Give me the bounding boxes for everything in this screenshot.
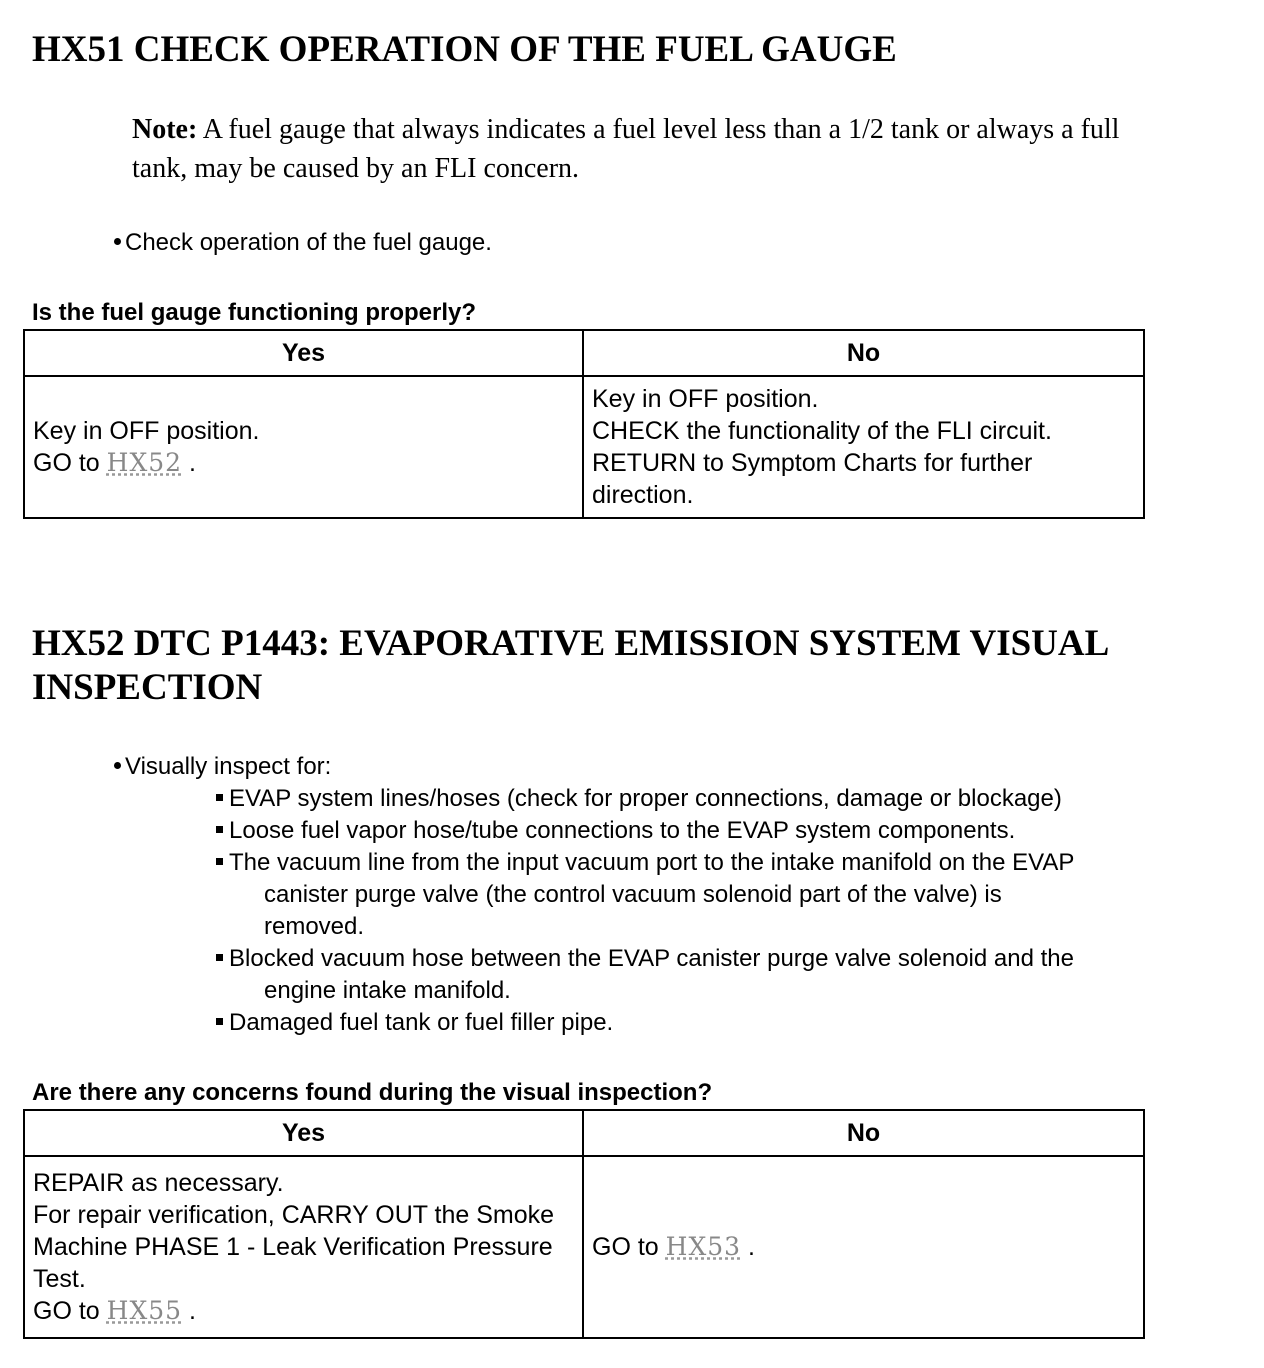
link-hx53[interactable]: HX53 bbox=[665, 1232, 742, 1261]
bullet-dot-icon bbox=[114, 238, 121, 245]
note-text: A fuel gauge that always indicates a fuel level less than a 1/2 tank or always a full tank, may be caused by an FLI concern. bbox=[132, 114, 1120, 184]
square-bullet-icon bbox=[216, 858, 223, 865]
yes-cell: Key in OFF position. GO to HX52 . bbox=[24, 376, 583, 518]
question-visual-inspection: Are there any concerns found during the visual inspection? bbox=[32, 1079, 713, 1106]
note bbox=[132, 110, 1172, 188]
yes-header: Yes bbox=[24, 330, 583, 376]
decision-table-hx52 bbox=[23, 1109, 1145, 1339]
no-header: No bbox=[583, 330, 1144, 376]
bullet-item: Check operation of the fuel gauge. bbox=[114, 227, 492, 259]
sub-bullet-item: Blocked vacuum hose between the EVAP canister purge valve solenoid and the engine intake manifold. bbox=[216, 943, 1226, 1007]
link-hx55[interactable]: HX55 bbox=[106, 1296, 183, 1325]
sub-bullet-item: Loose fuel vapor hose/tube connections to the EVAP system components. bbox=[216, 815, 1226, 847]
sub-bullet-item: EVAP system lines/hoses (check for proper connections, damage or blockage) bbox=[216, 783, 1226, 815]
square-bullet-icon bbox=[216, 1018, 223, 1025]
square-bullet-icon bbox=[216, 954, 223, 961]
no-cell: Key in OFF position. CHECK the functionality of the FLI circuit. RETURN to Symptom Charts for further direction. bbox=[583, 376, 1144, 518]
bullet-item: Visually inspect for: bbox=[114, 751, 331, 783]
note-label: Note: bbox=[132, 114, 198, 145]
yes-cell: REPAIR as necessary. For repair verification, CARRY OUT the Smoke Machine PHASE 1 - Leak Verification Pressure Test. GO to HX55 . bbox=[24, 1156, 583, 1338]
sub-bullet-item: Damaged fuel tank or fuel filler pipe. bbox=[216, 1007, 1226, 1039]
sub-bullet-item: The vacuum line from the input vacuum port to the intake manifold on the EVAP canister purge valve (the control vacuum solenoid part of the valve) is removed. bbox=[216, 847, 1226, 943]
square-bullet-icon bbox=[216, 794, 223, 801]
section-heading-hx51: HX51 CHECK OPERATION OF THE FUEL GAUGE bbox=[32, 29, 897, 70]
bullet-dot-icon bbox=[114, 762, 121, 769]
yes-header: Yes bbox=[24, 1110, 583, 1156]
decision-table-hx51 bbox=[23, 329, 1145, 519]
no-cell: GO to HX53 . bbox=[583, 1156, 1144, 1338]
link-hx52[interactable]: HX52 bbox=[106, 448, 183, 477]
question-fuel-gauge: Is the fuel gauge functioning properly? bbox=[32, 299, 477, 326]
square-bullet-icon bbox=[216, 826, 223, 833]
no-header: No bbox=[583, 1110, 1144, 1156]
section-heading-hx52: HX52 DTC P1443: EVAPORATIVE EMISSION SYSTEM VISUAL INSPECTION bbox=[32, 623, 1110, 708]
